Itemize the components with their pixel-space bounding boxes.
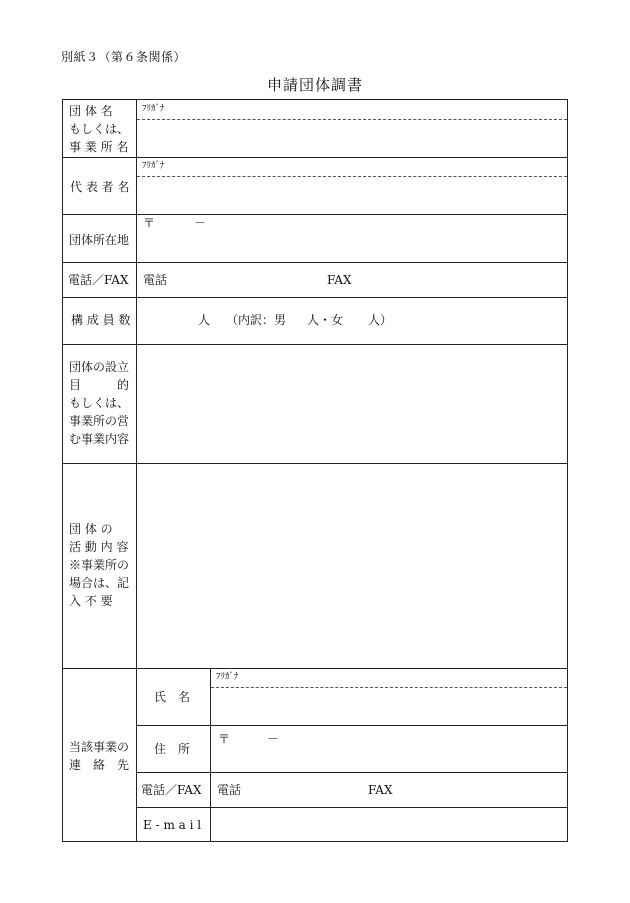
address-field[interactable] [137, 215, 567, 262]
contact-postal-dash: － [267, 732, 280, 746]
contact-name-field[interactable] [211, 688, 567, 725]
activities-label: 団 体 の 活 動 内 容 ※事業所の 場合は、記 入 不 要 [69, 522, 130, 608]
postal-dash: － [194, 216, 207, 230]
members-female-unit: 人） [368, 313, 393, 327]
contact-phone-label: 電話 [217, 783, 242, 797]
contact-phone-fax-label: 電話／FAX [141, 783, 202, 797]
contact-address-field[interactable] [211, 726, 567, 772]
representative-furigana-label: ﾌﾘｶﾞﾅ [142, 161, 165, 171]
row-divider [63, 297, 567, 298]
purpose-label: 団体の設立 目 的 もしくは、 事業所の営 む事業内容 [69, 360, 130, 446]
address-label: 団体所在地 [69, 233, 130, 247]
org-name-furigana-field[interactable] [137, 100, 567, 119]
row-divider [63, 668, 567, 669]
activities-field[interactable] [137, 464, 567, 668]
contact-label: 当該事業の 連 絡 先 [69, 740, 130, 772]
phone-label: 電話 [143, 273, 168, 287]
org-name-furigana-label: ﾌﾘｶﾞﾅ [142, 104, 165, 114]
document-reference: 別紙３（第６条関係） [61, 50, 187, 64]
contact-address-label: 住 所 [154, 742, 191, 756]
contact-fax-label: FAX [368, 783, 393, 797]
document-title: 申請団体調書 [266, 76, 363, 94]
org-name-field[interactable] [137, 120, 567, 157]
phone-fax-field[interactable] [137, 263, 567, 297]
contact-phone-fax-field[interactable] [211, 773, 567, 807]
phone-fax-label: 電話／FAX [68, 273, 129, 287]
contact-email-field[interactable] [211, 808, 567, 841]
postal-mark: 〒 [143, 216, 156, 230]
fax-label: FAX [327, 273, 352, 287]
contact-postal-mark: 〒 [218, 732, 231, 746]
members-label: 構 成 員 数 [71, 313, 131, 327]
members-male-unit: 人・女 [307, 313, 344, 327]
representative-label: 代 表 者 名 [70, 180, 130, 194]
row-divider [63, 157, 567, 158]
members-unit: 人 [198, 313, 211, 327]
contact-name-furigana-label: ﾌﾘｶﾞﾅ [216, 672, 239, 682]
purpose-field[interactable] [137, 345, 567, 463]
contact-email-label: E - m a i l [143, 818, 202, 832]
application-form-table [62, 99, 568, 842]
org-name-label: 団 体 名 もしくは、 事 業 所 名 [69, 104, 130, 154]
members-breakdown-male: （内訳：男 [226, 313, 287, 327]
representative-field[interactable] [137, 177, 567, 214]
contact-name-label: 氏 名 [154, 690, 191, 704]
